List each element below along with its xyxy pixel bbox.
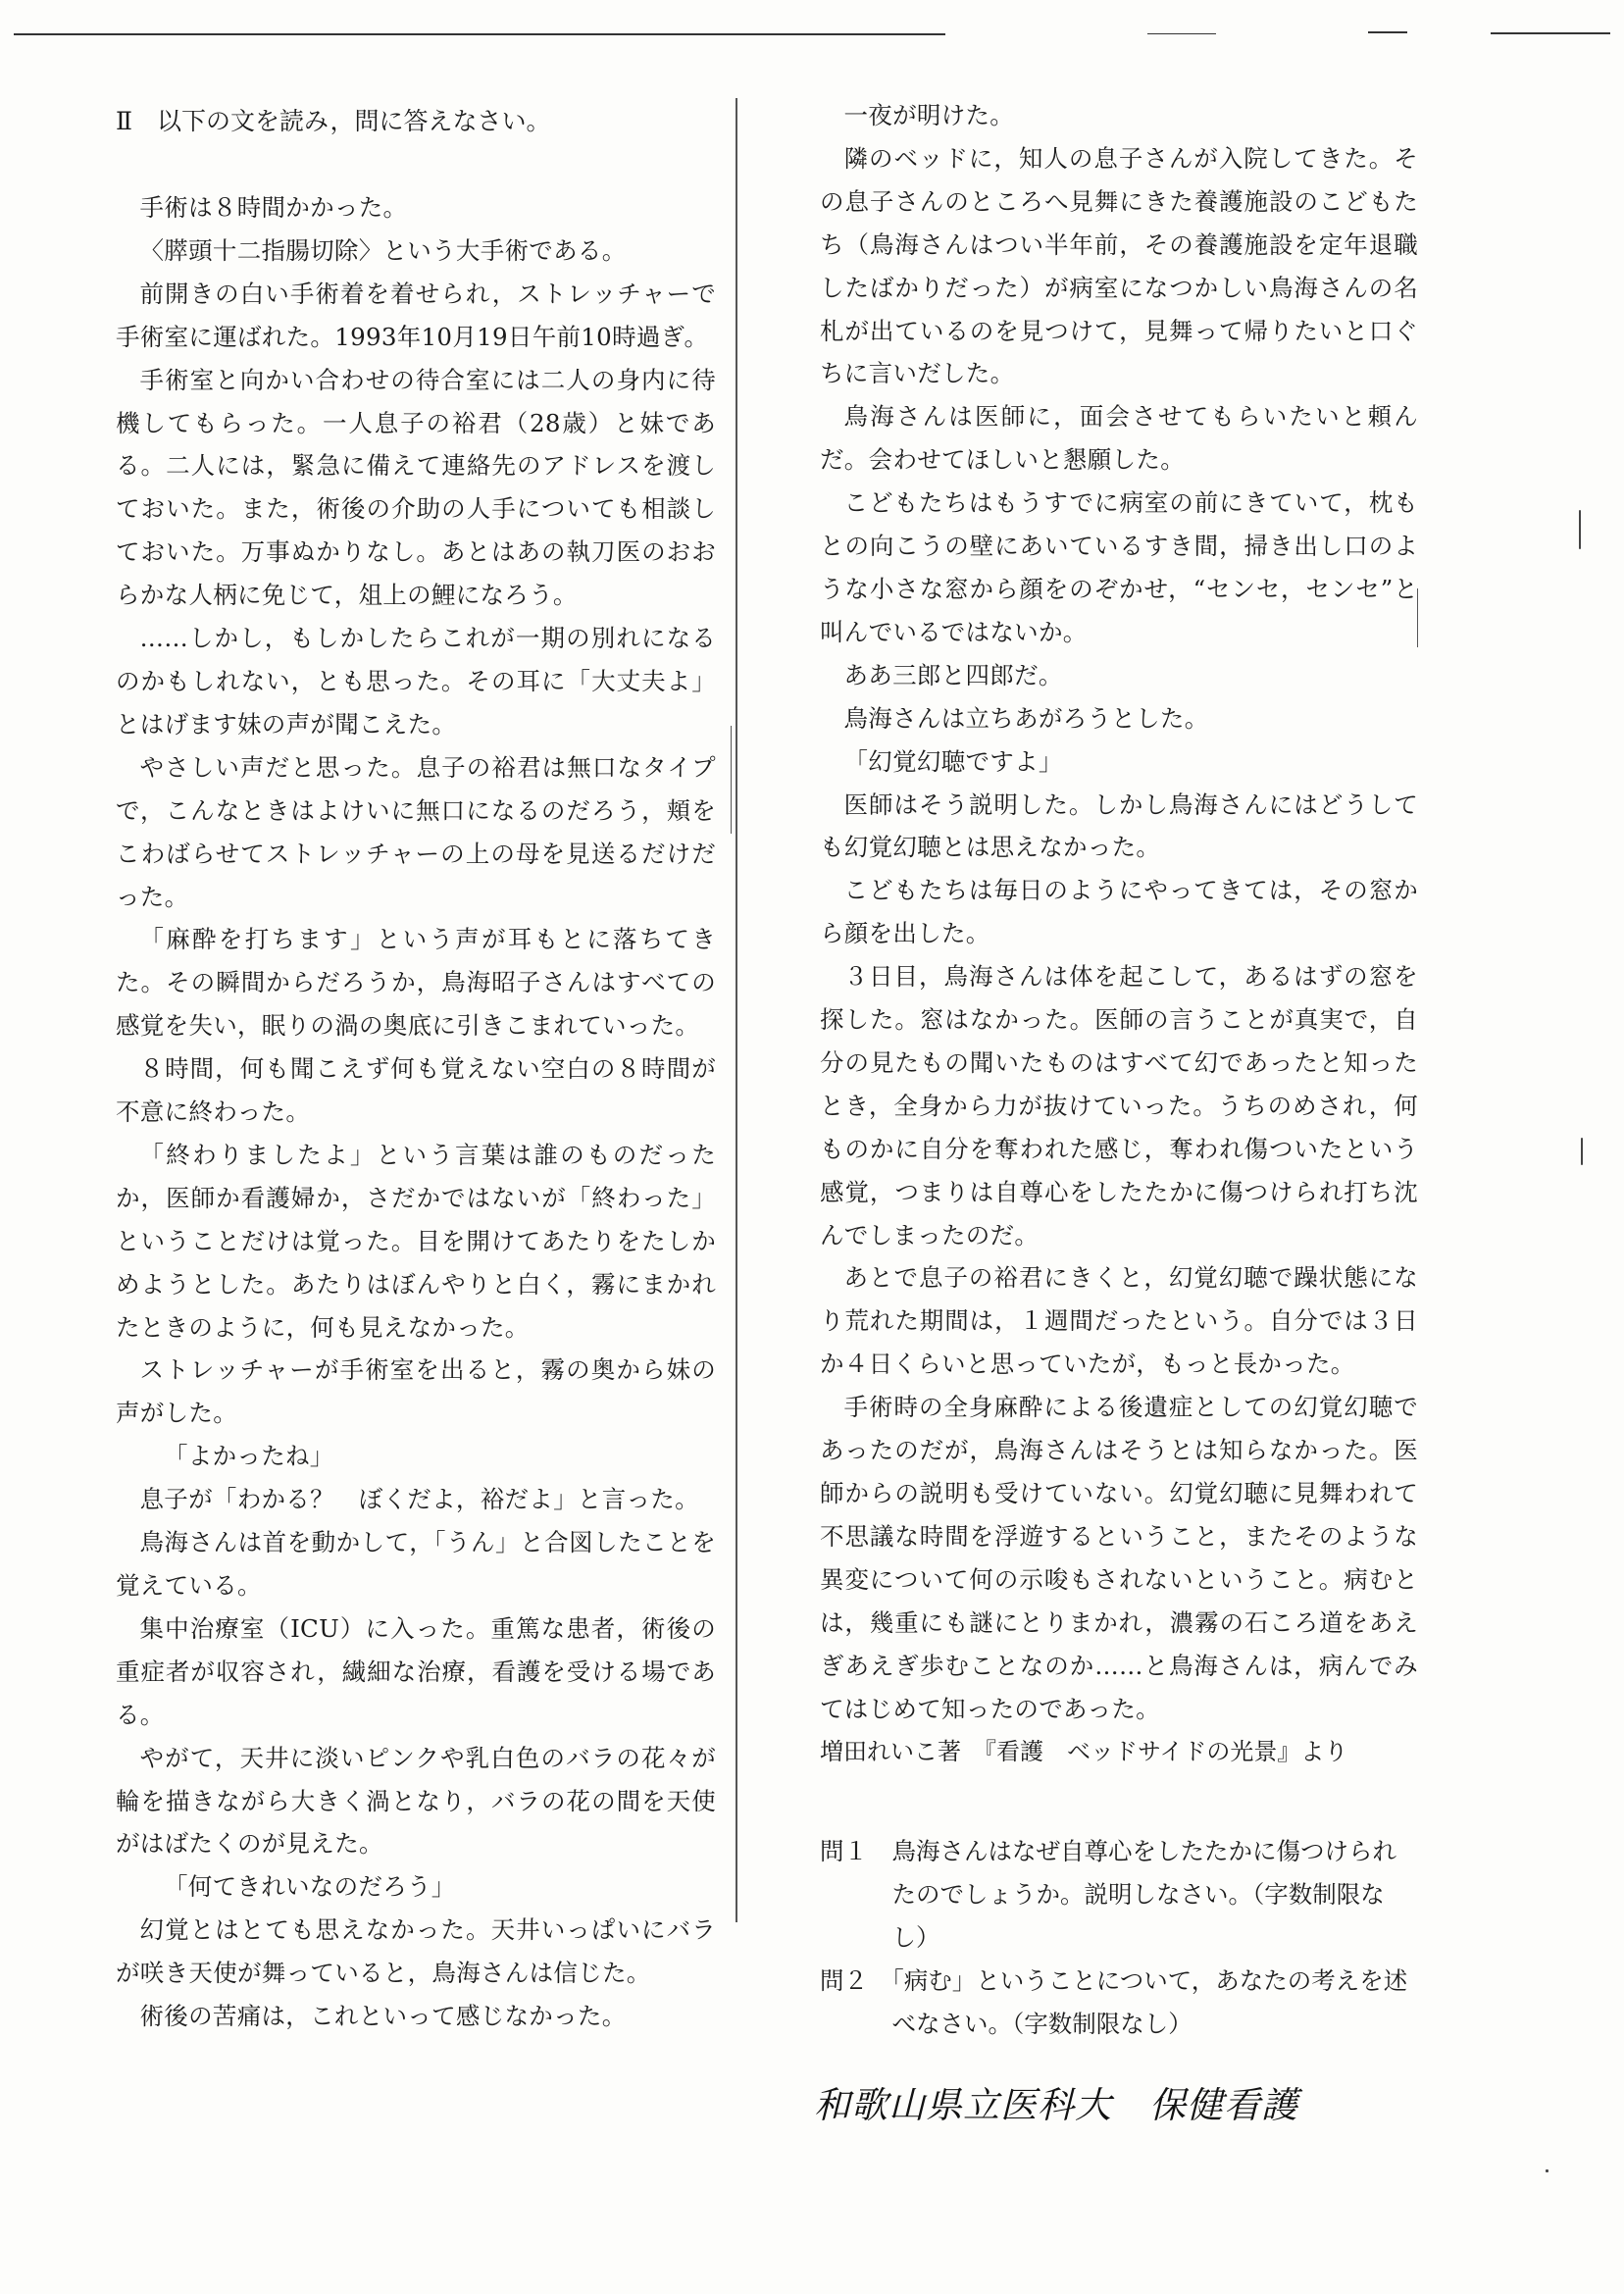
paragraph: ストレッチャーが手術室を出ると，霧の奥から妹の声がした。	[116, 1355, 716, 1428]
section-heading: Ⅱ 以下の文を読み，問に答えなさい。	[116, 107, 551, 135]
paragraph: 手術時の全身麻酔による後遺症としての幻覚幻聴であったのだが，鳥海さんはそうとは知らなかった。医師からの説明も受けていない。幻覚幻聴に見舞われて不思議な時間を浮遊するということ，またそのような異変について何の示唆もされないということ。病むとは，幾重にも謎にとりまかれ，濃霧の石ころ道をあえぎあえぎ歩むことなのか……と鳥海さんは，病んでみてはじめて知ったのであった。	[820, 1393, 1418, 1723]
question-2: 問２ 「病む」ということについて，あなたの考えを述べなさい。（字数制限なし）	[820, 1966, 1408, 2039]
paragraph: 幻覚とはとても思えなかった。天井いっぱいにバラが咲き天使が舞っていると，鳥海さんは信じた。	[116, 1915, 716, 1988]
paragraph: やさしい声だと思った。息子の裕君は無口なタイプで，こんなときはよけいに無口になるのだろう，頬をこわばらせてストレッチャーの上の母を見送るだけだった。	[116, 752, 716, 911]
paragraph: 「終わりましたよ」という言葉は誰のものだったか，医師か看護婦か，さだかではないが「終わった」ということだけは覚った。目を開けてあたりをたしかめようとした。あたりはぼんやりと白く，霧にまかれたときのように，何も見えなかった。	[116, 1140, 716, 1342]
paragraph: 鳥海さんは立ちあがろうとした。	[843, 703, 1209, 733]
paragraph: 前開きの白い手術着を着せられ，ストレッチャーで手術室に運ばれた。1993年10月19日午前10時過ぎ。	[116, 279, 716, 351]
handwritten-signature: 和歌山県立医科大 保健看護	[814, 2083, 1298, 2126]
paragraph: 手術室と向かい合わせの待合室には二人の身内に待機してもらった。一人息子の裕君（28歳）と妹である。二人には，緊急に備えて連絡先のアドレスを渡しておいた。また，術後の介助の人手についても相談しておいた。万事ぬかりなし。あとはあの執刀医のおおらかな人柄に免じて，俎上の鯉になろう。	[116, 365, 716, 610]
paragraph: 「よかったね」	[164, 1442, 334, 1471]
scan-speck	[1579, 510, 1581, 549]
right-column	[814, 94, 1418, 2128]
paragraph: やがて，天井に淡いピンクや乳白色のバラの花々が輪を描きながら大きく渦となり，バラの花の間を天使がはばたくのが見えた。	[116, 1743, 716, 1859]
paragraph: 集中治療室（ICU）に入った。重篤な患者，術後の重症者が収容され，繊細な治療，看護を受ける場である。	[116, 1613, 716, 1729]
paragraph: ８時間，何も聞こえず何も覚えない空白の８時間が不意に終わった。	[116, 1054, 716, 1127]
paragraph: 術後の苦痛は，これといって感じなかった。	[139, 2002, 627, 2031]
paragraph: 一夜が明けた。	[843, 101, 1015, 129]
left-column	[116, 102, 716, 2038]
paragraph: 医師はそう説明した。しかし鳥海さんにはどうしても幻覚幻聴とは思えなかった。	[820, 790, 1418, 862]
column-divider-mark	[731, 726, 732, 834]
question-1: 問１ 鳥海さんはなぜ自尊心をしたたかに傷つけられたのでしょうか。説明しなさい。（字数制限なし）	[820, 1837, 1396, 1953]
paragraph: 「麻酔を打ちます」という声が耳もとに落ちてきた。その瞬間からだろうか，鳥海昭子さんはすべての感覚を失い，眠りの渦の奥底に引きこまれていった。	[116, 925, 716, 1041]
paragraph: 手術は８時間かかった。	[139, 193, 408, 222]
paragraph: 息子が「わかる？ ぼくだよ，裕だよ」と言った。	[139, 1485, 699, 1514]
paragraph: こどもたちはもうすでに病室の前にきていて，枕もとの向こうの壁にあいているすき間，掃き出し口のような小さな窓から顔をのぞかせ，“センセ，センセ”と叫んでいるではないか。	[820, 488, 1418, 646]
top-rule	[14, 33, 945, 35]
paragraph: 「幻覚幻聴ですよ」	[843, 746, 1063, 776]
paragraph: 「何てきれいなのだろう」	[164, 1872, 456, 1902]
paragraph: 隣のベッドに，知人の息子さんが入院してきた。その息子さんのところへ見舞にきた養護施設のこどもたち（鳥海さんはつい半年前，その養護施設を定年退職したばかりだった）が病室になつかしい鳥海さんの名札が出ているのを見つけて，見舞って帰りたいと口ぐちに言いだした。	[820, 143, 1418, 388]
source-citation: 増田れいこ著 『看護 ベッドサイドの光景』より	[820, 1738, 1348, 1766]
top-rule-right-2	[1491, 32, 1610, 34]
paragraph: あとで息子の裕君にきくと，幻覚幻聴で躁状態になり荒れた期間は，１週間だったという。自分では３日か４日くらいと思っていたが，もっと長かった。	[820, 1263, 1418, 1379]
top-rule-right	[1368, 31, 1407, 33]
top-rule-short	[1147, 33, 1216, 34]
paragraph: ……しかし，もしかしたらこれが一期の別れになるのかもしれない，とも思った。その耳に「大丈夫よ」とはげます妹の声が聞こえた。	[116, 624, 716, 739]
paragraph: 鳥海さんは首を動かして，「うん」と合図したことを覚えている。	[116, 1528, 716, 1600]
paragraph: ああ三郎と四郎だ。	[843, 660, 1063, 689]
scan-speck	[1581, 1138, 1583, 1165]
column-divider	[736, 98, 737, 1922]
paragraph: ３日目，鳥海さんは体を起こして，あるはずの窓を探した。窓はなかった。医師の言うことが真実で，自分の見たもの聞いたものはすべて幻であったと知ったとき，全身から力が抜けていった。うちのめされ，何ものかに自分を奪われた感じ，奪われ傷ついたという感覚，つまりは自尊心をしたたかに傷つけられ打ち沈んでしまったのだ。	[820, 962, 1418, 1249]
paragraph: 鳥海さんは医師に，面会させてもらいたいと頼んだ。会わせてほしいと懇願した。	[820, 402, 1418, 475]
scan-speck	[1546, 2169, 1548, 2172]
paragraph: こどもたちは毎日のようにやってきては，その窓から顔を出した。	[820, 876, 1418, 948]
paragraph: 〈膵頭十二指腸切除〉という大手術である。	[139, 235, 627, 265]
